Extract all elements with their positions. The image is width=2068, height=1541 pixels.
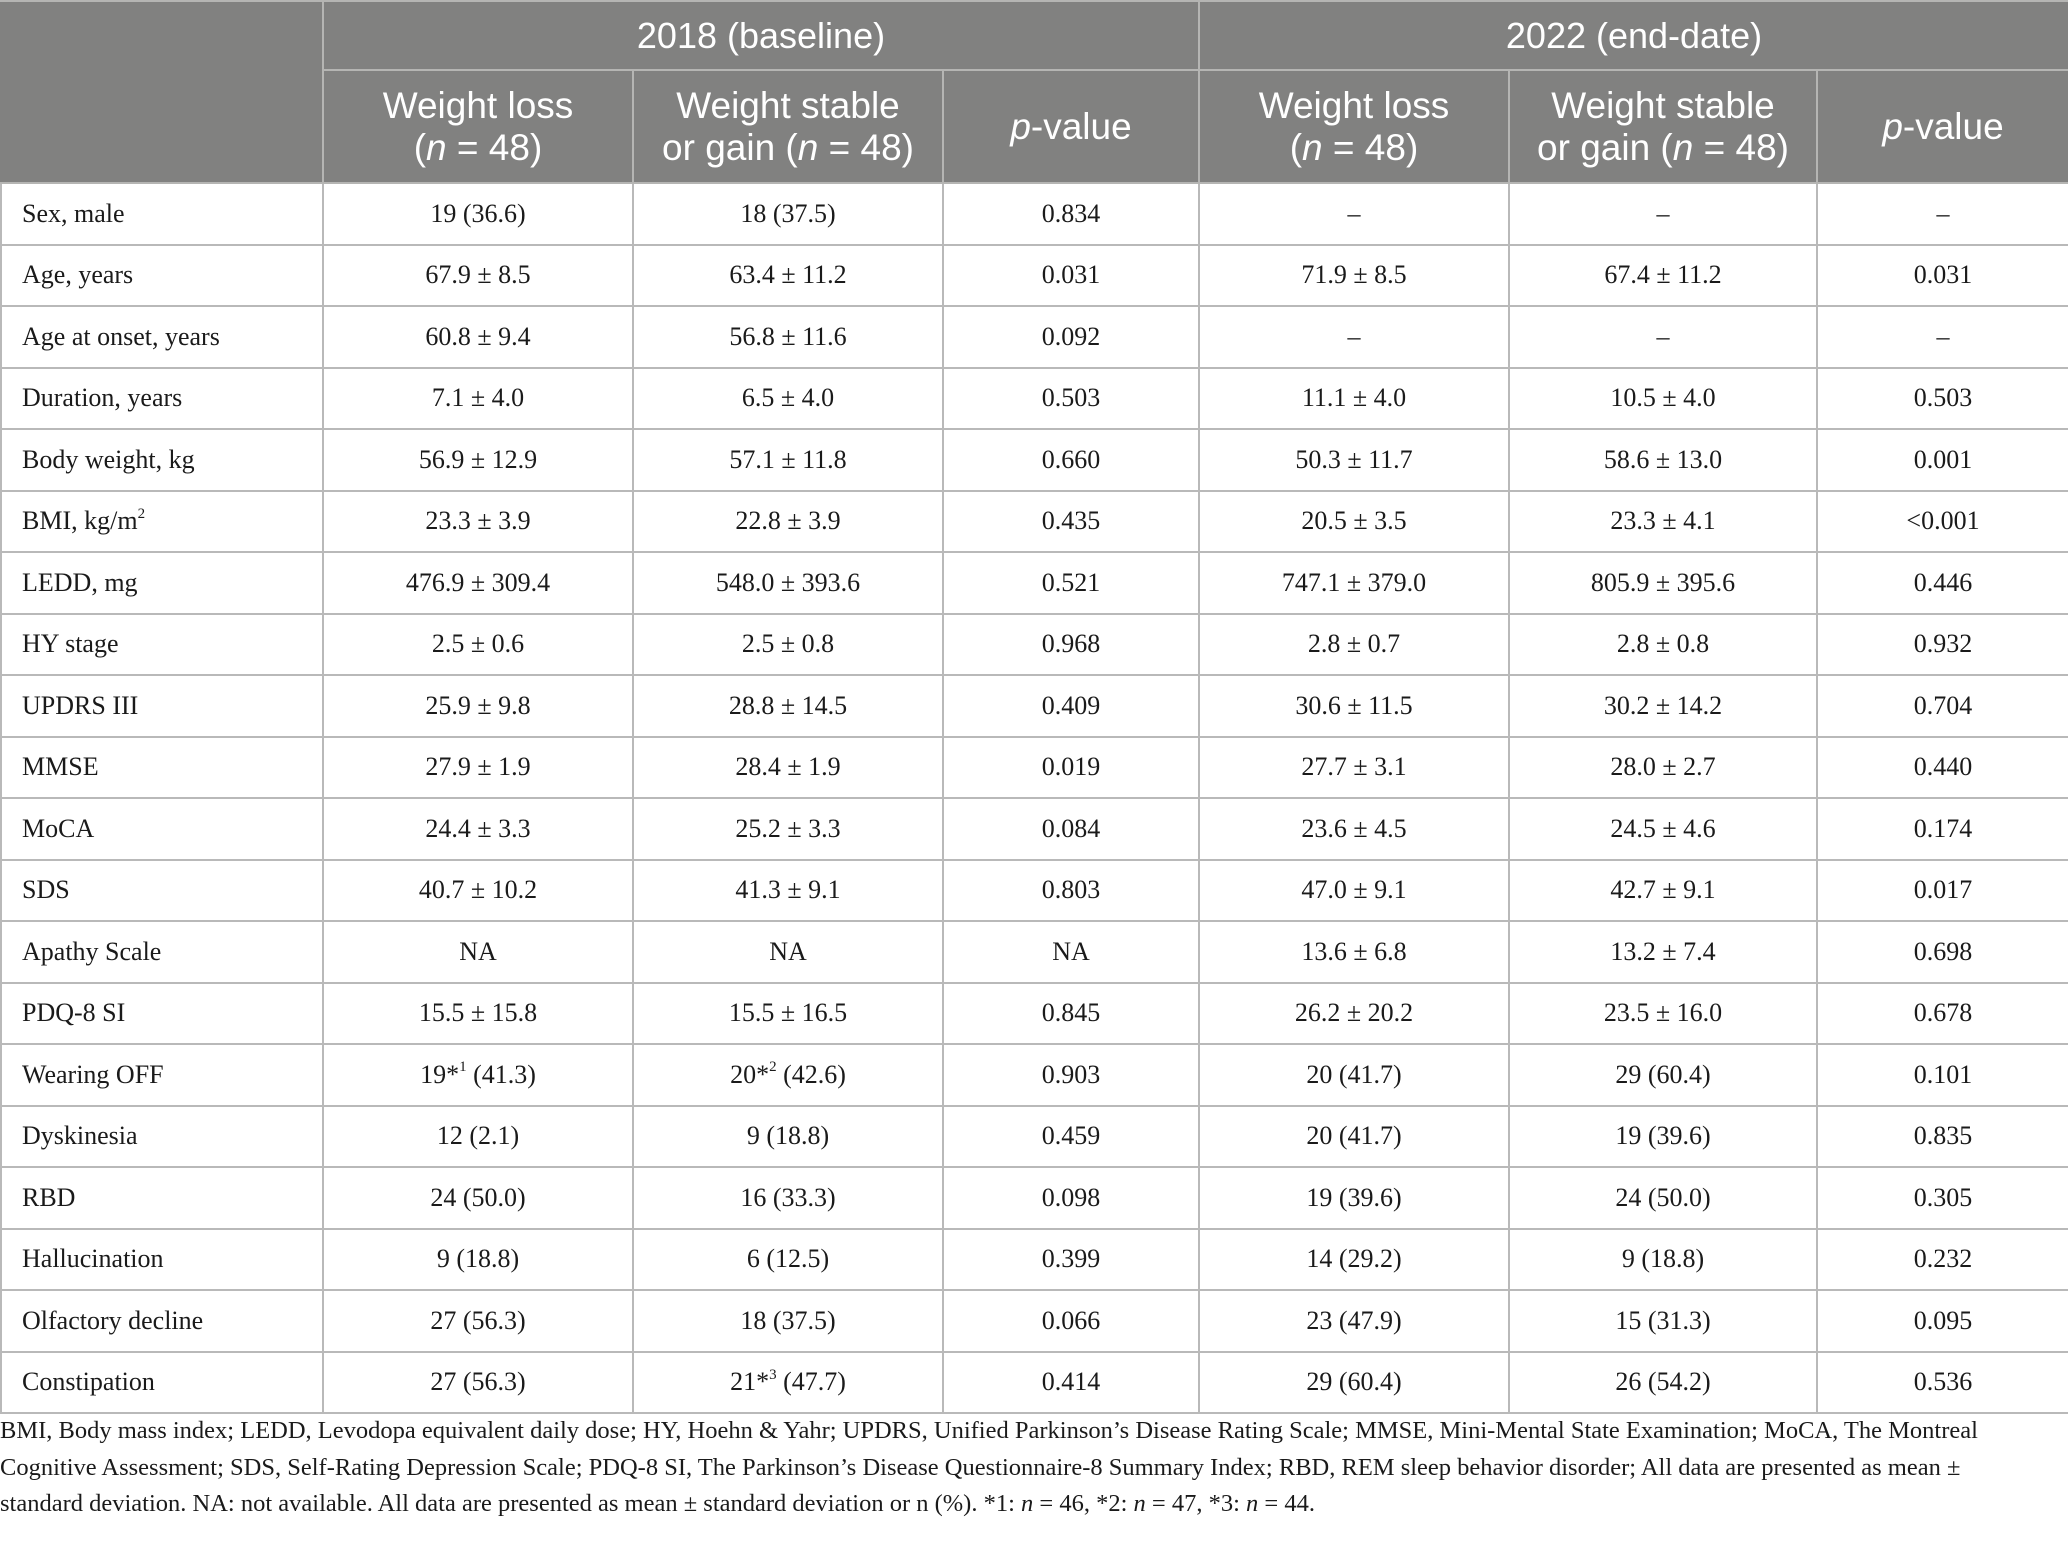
cell-2022-pvalue: 0.678: [1817, 983, 2068, 1045]
row-label: UPDRS III: [1, 675, 323, 737]
row-label: PDQ-8 SI: [1, 983, 323, 1045]
row-label: MoCA: [1, 798, 323, 860]
cell-2022-weight-stable: –: [1509, 306, 1817, 368]
header-2022-pvalue: p-value: [1817, 70, 2068, 183]
row-label: Age, years: [1, 245, 323, 307]
table-row: [1, 921, 2068, 983]
cell-2022-weight-stable: 28.0 ± 2.7: [1509, 737, 1817, 799]
table-row: [1, 245, 2068, 307]
table-row: [1, 1106, 2068, 1168]
cell-2018-weight-stable: 6.5 ± 4.0: [633, 368, 943, 430]
cell-2018-weight-stable: 28.4 ± 1.9: [633, 737, 943, 799]
row-label: Olfactory decline: [1, 1290, 323, 1352]
cell-2018-pvalue: 0.414: [943, 1352, 1199, 1414]
row-label: HY stage: [1, 614, 323, 676]
table-row: [1, 1290, 2068, 1352]
cell-2018-weight-stable: NA: [633, 921, 943, 983]
cell-2022-weight-stable: 67.4 ± 11.2: [1509, 245, 1817, 307]
cell-2022-weight-stable: 30.2 ± 14.2: [1509, 675, 1817, 737]
cell-2018-weight-stable: 25.2 ± 3.3: [633, 798, 943, 860]
table-row: [1, 737, 2068, 799]
cell-2022-pvalue: <0.001: [1817, 491, 2068, 553]
header-group-2018: 2018 (baseline): [323, 1, 1199, 70]
cell-2022-weight-stable: 13.2 ± 7.4: [1509, 921, 1817, 983]
cell-2022-pvalue: 0.305: [1817, 1167, 2068, 1229]
cell-2022-weight-loss: 23.6 ± 4.5: [1199, 798, 1509, 860]
cell-2022-weight-stable: 58.6 ± 13.0: [1509, 429, 1817, 491]
cell-2022-pvalue: 0.017: [1817, 860, 2068, 922]
cell-2022-weight-stable: 19 (39.6): [1509, 1106, 1817, 1168]
cell-2022-weight-loss: 747.1 ± 379.0: [1199, 552, 1509, 614]
cell-2018-weight-loss: 23.3 ± 3.9: [323, 491, 633, 553]
table-row: [1, 183, 2068, 245]
cell-2018-weight-loss: 9 (18.8): [323, 1229, 633, 1291]
cell-2018-weight-stable: 6 (12.5): [633, 1229, 943, 1291]
cell-2018-weight-stable: 63.4 ± 11.2: [633, 245, 943, 307]
cell-2018-weight-loss: 24 (50.0): [323, 1167, 633, 1229]
cell-2022-pvalue: 0.835: [1817, 1106, 2068, 1168]
table-row: [1, 1044, 2068, 1106]
cell-2022-pvalue: 0.536: [1817, 1352, 2068, 1414]
cell-2022-weight-stable: 23.5 ± 16.0: [1509, 983, 1817, 1045]
cell-2018-weight-stable: 56.8 ± 11.6: [633, 306, 943, 368]
row-label: Body weight, kg: [1, 429, 323, 491]
header-2018-weight-stable: Weight stable or gain (n = 48): [633, 70, 943, 183]
cell-2022-weight-loss: 26.2 ± 20.2: [1199, 983, 1509, 1045]
row-label: Dyskinesia: [1, 1106, 323, 1168]
table-row: [1, 368, 2068, 430]
row-label: BMI, $kg/m^2$: [1, 491, 323, 553]
cell-2022-pvalue: 0.704: [1817, 675, 2068, 737]
table-row: [1, 429, 2068, 491]
cell-2018-weight-stable: 57.1 ± 11.8: [633, 429, 943, 491]
cell-2018-pvalue: 0.845: [943, 983, 1199, 1045]
cell-2018-pvalue: 0.660: [943, 429, 1199, 491]
cell-2022-pvalue: 0.446: [1817, 552, 2068, 614]
cell-2018-pvalue: 0.435: [943, 491, 1199, 553]
row-label: Sex, male: [1, 183, 323, 245]
cell-2018-weight-loss: 2.5 ± 0.6: [323, 614, 633, 676]
cell-2022-weight-stable: 29 (60.4): [1509, 1044, 1817, 1106]
table-row: [1, 675, 2068, 737]
cell-2018-pvalue: 0.092: [943, 306, 1199, 368]
row-label: Hallucination: [1, 1229, 323, 1291]
cell-2018-weight-stable: 21*$^3$ (47.7): [633, 1352, 943, 1414]
cell-2018-weight-loss: 15.5 ± 15.8: [323, 983, 633, 1045]
cell-2022-pvalue: 0.001: [1817, 429, 2068, 491]
row-label: Duration, years: [1, 368, 323, 430]
cell-2022-weight-loss: 19 (39.6): [1199, 1167, 1509, 1229]
cell-2018-pvalue: NA: [943, 921, 1199, 983]
cell-2022-weight-stable: 42.7 ± 9.1: [1509, 860, 1817, 922]
cell-2018-weight-loss: 19 (36.6): [323, 183, 633, 245]
row-label: Constipation: [1, 1352, 323, 1414]
cell-2022-pvalue: 0.101: [1817, 1044, 2068, 1106]
cell-2022-weight-loss: 14 (29.2): [1199, 1229, 1509, 1291]
cell-2018-pvalue: 0.834: [943, 183, 1199, 245]
row-label: MMSE: [1, 737, 323, 799]
table-row: [1, 491, 2068, 553]
table-row: [1, 306, 2068, 368]
table-row: [1, 860, 2068, 922]
cell-2018-weight-stable: 18 (37.5): [633, 1290, 943, 1352]
table-row: [1, 1352, 2068, 1414]
cell-2022-weight-stable: –: [1509, 183, 1817, 245]
cell-2018-weight-stable: 2.5 ± 0.8: [633, 614, 943, 676]
table-row: [1, 614, 2068, 676]
cell-2018-pvalue: 0.084: [943, 798, 1199, 860]
row-label: Wearing OFF: [1, 1044, 323, 1106]
row-label: SDS: [1, 860, 323, 922]
cell-2018-weight-loss: 24.4 ± 3.3: [323, 798, 633, 860]
cell-2018-pvalue: 0.098: [943, 1167, 1199, 1229]
table-row: [1, 983, 2068, 1045]
cell-2018-weight-stable: 18 (37.5): [633, 183, 943, 245]
cell-2018-weight-loss: 67.9 ± 8.5: [323, 245, 633, 307]
cell-2018-weight-loss: 476.9 ± 309.4: [323, 552, 633, 614]
cell-2018-pvalue: 0.521: [943, 552, 1199, 614]
header-corner-cell: [1, 1, 323, 183]
header-row-groups: [1, 1, 2068, 70]
cell-2018-weight-stable: 22.8 ± 3.9: [633, 491, 943, 553]
table-header: [1, 1, 2068, 183]
cell-2022-weight-loss: 13.6 ± 6.8: [1199, 921, 1509, 983]
cell-2022-weight-stable: 805.9 ± 395.6: [1509, 552, 1817, 614]
cell-2022-weight-loss: 20 (41.7): [1199, 1044, 1509, 1106]
cell-2018-weight-stable: 548.0 ± 393.6: [633, 552, 943, 614]
cell-2018-pvalue: 0.803: [943, 860, 1199, 922]
cell-2018-weight-loss: 40.7 ± 10.2: [323, 860, 633, 922]
cell-2018-weight-loss: 12 (2.1): [323, 1106, 633, 1168]
cell-2018-weight-loss: 56.9 ± 12.9: [323, 429, 633, 491]
cell-2022-weight-loss: 11.1 ± 4.0: [1199, 368, 1509, 430]
cell-2018-weight-loss: 27 (56.3): [323, 1352, 633, 1414]
cell-2022-weight-stable: 9 (18.8): [1509, 1229, 1817, 1291]
cell-2022-weight-stable: 10.5 ± 4.0: [1509, 368, 1817, 430]
cell-2022-weight-loss: 30.6 ± 11.5: [1199, 675, 1509, 737]
cell-2022-weight-stable: 24 (50.0): [1509, 1167, 1817, 1229]
cell-2022-pvalue: 0.698: [1817, 921, 2068, 983]
cell-2018-pvalue: 0.503: [943, 368, 1199, 430]
header-2022-weight-stable: Weight stable or gain (n = 48): [1509, 70, 1817, 183]
cell-2018-weight-stable: 9 (18.8): [633, 1106, 943, 1168]
cell-2018-weight-loss: 19*$^1$ (41.3): [323, 1044, 633, 1106]
cell-2018-pvalue: 0.399: [943, 1229, 1199, 1291]
cell-2018-weight-loss: NA: [323, 921, 633, 983]
row-label: LEDD, mg: [1, 552, 323, 614]
cell-2022-pvalue: 0.031: [1817, 245, 2068, 307]
cell-2022-weight-loss: –: [1199, 306, 1509, 368]
cell-2022-weight-stable: 26 (54.2): [1509, 1352, 1817, 1414]
cell-2022-pvalue: 0.503: [1817, 368, 2068, 430]
cell-2022-weight-loss: 29 (60.4): [1199, 1352, 1509, 1414]
cell-2018-weight-loss: 27 (56.3): [323, 1290, 633, 1352]
cell-2022-weight-loss: 71.9 ± 8.5: [1199, 245, 1509, 307]
cell-2022-weight-stable: 24.5 ± 4.6: [1509, 798, 1817, 860]
cell-2022-weight-loss: 20.5 ± 3.5: [1199, 491, 1509, 553]
cell-2018-weight-loss: 7.1 ± 4.0: [323, 368, 633, 430]
cell-2022-weight-loss: –: [1199, 183, 1509, 245]
table-footnote: BMI, Body mass index; LEDD, Levodopa equivalent daily dose; HY, Hoehn & Yahr; UPDRS, Unified Parkinson’s Disease Rating Scale; MMSE, Mini-Mental State Examination; MoCA, The Montreal Cognitive Assessment; SDS, Self-Rating Depression Scale; PDQ-8 SI, The Parkinson’s Disease Questionnaire-8 Summary Index; RBD, REM sleep behavior disorder; All data are presented as mean ± standard deviation. NA: not available. All data are presented as mean ± standard deviation or n (%). *1: n = 46, *2: n = 47, *3: n = 44.: [0, 1417, 1978, 1517]
cell-2018-pvalue: 0.031: [943, 245, 1199, 307]
cell-2018-weight-loss: 27.9 ± 1.9: [323, 737, 633, 799]
cell-2022-weight-stable: 15 (31.3): [1509, 1290, 1817, 1352]
cell-2022-weight-stable: 2.8 ± 0.8: [1509, 614, 1817, 676]
cell-2018-weight-loss: 25.9 ± 9.8: [323, 675, 633, 737]
cell-2022-weight-loss: 47.0 ± 9.1: [1199, 860, 1509, 922]
cell-2018-weight-stable: 28.8 ± 14.5: [633, 675, 943, 737]
table-body: [1, 183, 2068, 1413]
table-row: [1, 798, 2068, 860]
cell-2022-weight-loss: 20 (41.7): [1199, 1106, 1509, 1168]
row-label: Apathy Scale: [1, 921, 323, 983]
cell-2022-pvalue: –: [1817, 306, 2068, 368]
cell-2018-weight-stable: 15.5 ± 16.5: [633, 983, 943, 1045]
row-label: RBD: [1, 1167, 323, 1229]
header-2018-weight-loss: Weight loss (n = 48): [323, 70, 633, 183]
cell-2018-pvalue: 0.019: [943, 737, 1199, 799]
header-group-2022: 2022 (end-date): [1199, 1, 2068, 70]
cell-2022-pvalue: 0.932: [1817, 614, 2068, 676]
cell-2018-pvalue: 0.066: [943, 1290, 1199, 1352]
cell-2018-pvalue: 0.459: [943, 1106, 1199, 1168]
header-2018-pvalue: p-value: [943, 70, 1199, 183]
cell-2022-weight-loss: 50.3 ± 11.7: [1199, 429, 1509, 491]
cell-2022-pvalue: 0.095: [1817, 1290, 2068, 1352]
cell-2018-weight-stable: 16 (33.3): [633, 1167, 943, 1229]
cell-2018-weight-stable: 20*$^2$ (42.6): [633, 1044, 943, 1106]
row-label: Age at onset, years: [1, 306, 323, 368]
cell-2022-weight-loss: 23 (47.9): [1199, 1290, 1509, 1352]
cell-2022-weight-loss: 27.7 ± 3.1: [1199, 737, 1509, 799]
cell-2022-pvalue: 0.440: [1817, 737, 2068, 799]
cell-2022-weight-stable: 23.3 ± 4.1: [1509, 491, 1817, 553]
table-row: [1, 1167, 2068, 1229]
cell-2018-pvalue: 0.409: [943, 675, 1199, 737]
table-row: [1, 1229, 2068, 1291]
cell-2018-weight-loss: 60.8 ± 9.4: [323, 306, 633, 368]
cell-2022-pvalue: 0.174: [1817, 798, 2068, 860]
cell-2022-pvalue: –: [1817, 183, 2068, 245]
cell-2018-pvalue: 0.903: [943, 1044, 1199, 1106]
header-2022-weight-loss: Weight loss (n = 48): [1199, 70, 1509, 183]
cell-2022-weight-loss: 2.8 ± 0.7: [1199, 614, 1509, 676]
cell-2018-pvalue: 0.968: [943, 614, 1199, 676]
table-row: [1, 552, 2068, 614]
cell-2018-weight-stable: 41.3 ± 9.1: [633, 860, 943, 922]
cell-2022-pvalue: 0.232: [1817, 1229, 2068, 1291]
